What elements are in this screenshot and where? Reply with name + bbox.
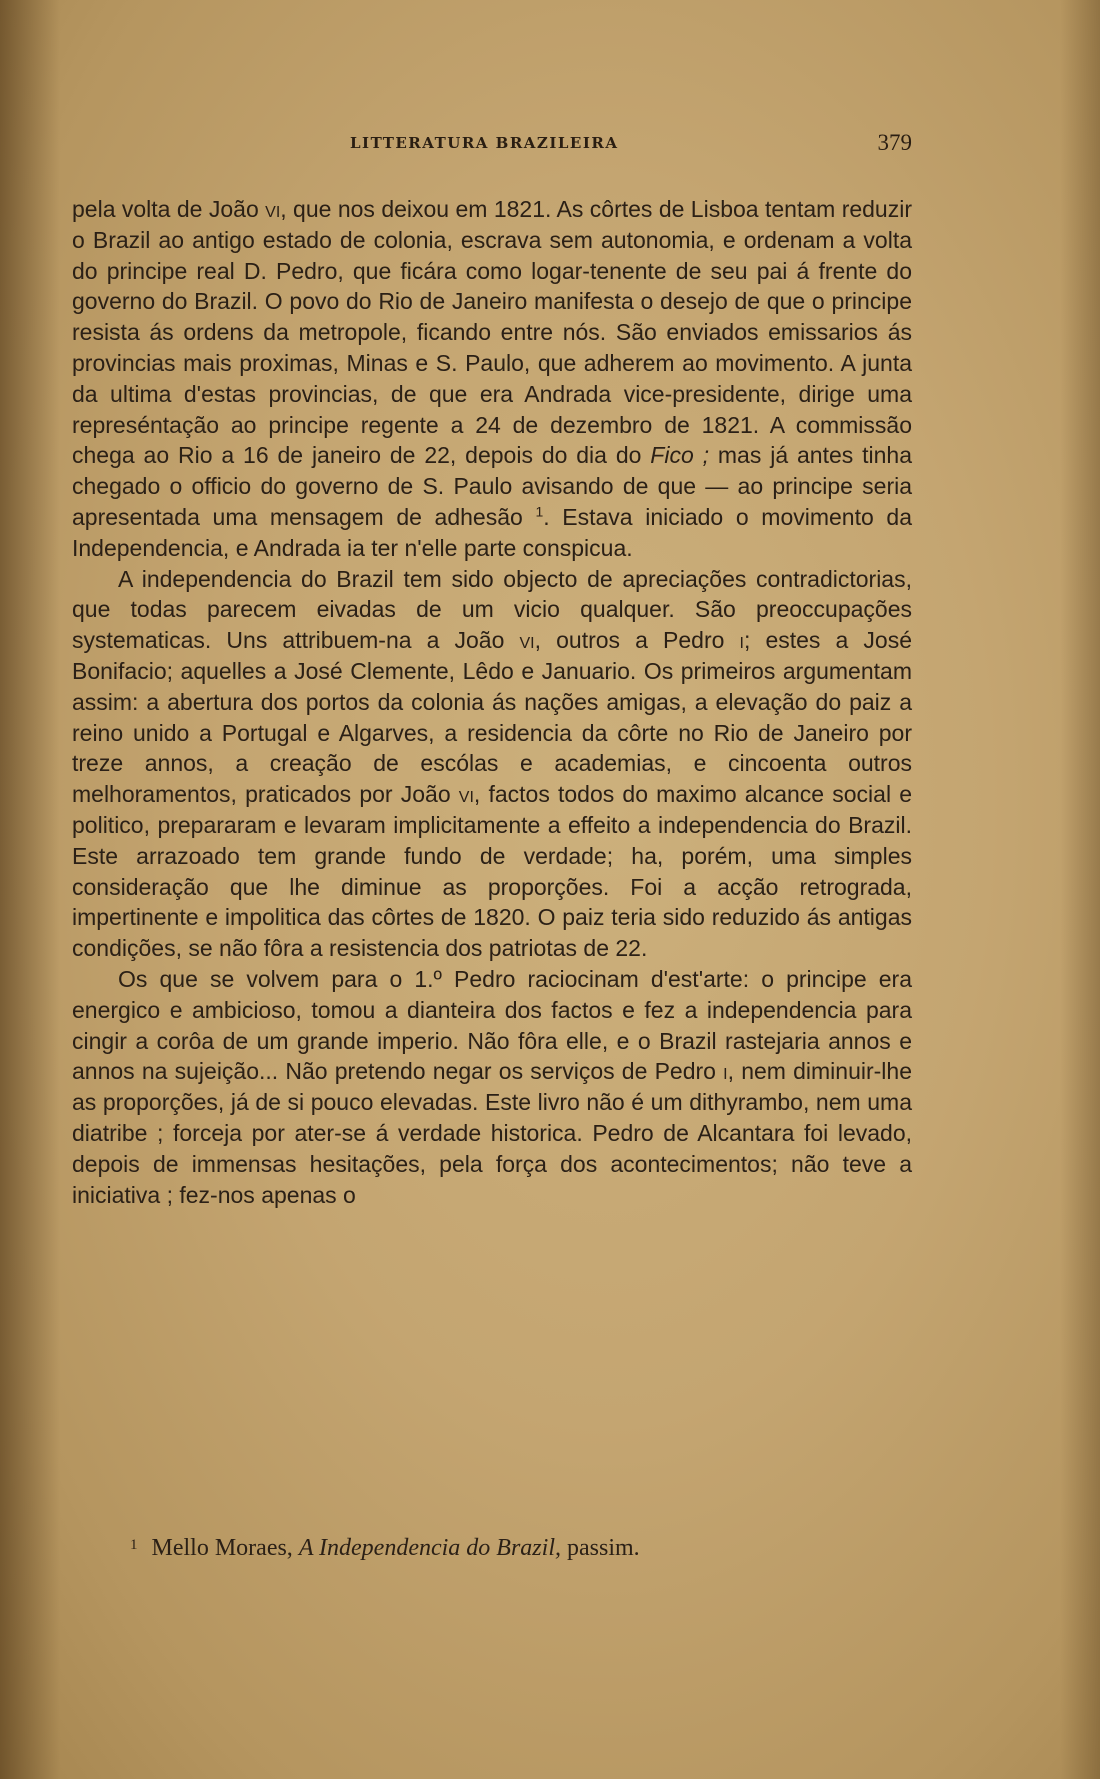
p2-text-b: , outros a Pedro bbox=[534, 627, 740, 654]
footnote bbox=[130, 1535, 910, 1562]
p3-text-b: , nem diminuir-lhe as proporções, já de si pouco elevadas. Este livro não é um dithyrambo, nem uma diatribe ; forceja por ater-se á verdade historica. Pedro de Alcantara foi levado, depois de immensas hesitações, pela força dos acontecimentos; não teve a iniciativa ; fez-nos apenas o bbox=[72, 1058, 913, 1208]
p3-text-a: Os que se volvem para o 1.º Pedro raciocinam d'est'arte: o principe era energico e ambicioso, tomou a dianteira dos factos e fez a independencia para cingir a corôa de um grande imperio. Não fôra elle, e o Brazil rastejaria annos e annos na sujeição... Não pretendo negar os serviços de Pedro bbox=[72, 965, 912, 1085]
p2-roman-numeral-3: vi bbox=[458, 781, 474, 808]
p1-italic-fico: Fico ; bbox=[650, 442, 710, 469]
p1-roman-numeral: vi bbox=[265, 196, 281, 222]
p1-text-c: mas já antes tinha chegado o officio do governo de S. Paulo avisando de que — ao principe seria apresentada uma mensagem de adhesão bbox=[72, 442, 912, 530]
running-head: LITTERATURA BRAZILEIRA bbox=[350, 134, 619, 152]
footnote-title: A Independencia do Brazil, bbox=[298, 1535, 561, 1561]
p2-text-c: ; estes a José Bonifacio; aquelles a José Clemente, Lêdo e Januario. Os primeiros argumentam assim: a abertura dos portos da colonia ás nações amigas, a elevação do paiz a reino unido a Portugal e Algarves, a residencia da côrte no Rio de Janeiro por treze annos, a creação de escólas e academias, e cincoenta outros melhoramentos, praticados por João bbox=[72, 627, 912, 808]
page-header bbox=[72, 130, 912, 160]
paragraph-1 bbox=[72, 194, 912, 564]
footnote-mark: 1 bbox=[130, 1537, 138, 1553]
p2-text-d: , factos todos do maximo alcance social e politico, prepararam e levaram implicitamente a effeito a independencia do Brazil. Este arrazoado tem grande fundo de verdade; ha, porém, uma simples consideração que lhe diminue as proporções. Foi a acção retrograda, impertinente e impolitica das côrtes de 1820. O paiz teria sido reduzido ás antigas condições, se não fôra a resistencia dos patriotas de 22. bbox=[72, 781, 912, 962]
p1-text-a: pela volta de João bbox=[72, 196, 266, 222]
page-number: 379 bbox=[877, 130, 912, 155]
p2-roman-numeral-2: i bbox=[739, 627, 744, 654]
body-text bbox=[72, 194, 912, 1210]
footnote-rest: passim. bbox=[560, 1535, 640, 1561]
paragraph-3 bbox=[72, 964, 912, 1210]
footnote-author: Mello Moraes, bbox=[151, 1535, 299, 1561]
p1-text-d: . Estava iniciado o movimento da Independencia, e Andrada ia ter n'elle parte conspicua. bbox=[72, 503, 912, 561]
p3-roman-numeral: i bbox=[723, 1058, 728, 1085]
footnote-reference: 1 bbox=[535, 503, 544, 520]
p2-text-a: A independencia do Brazil tem sido objecto de apreciações contradictorias, que todas parecem eivadas de um vicio qualquer. São preoccupações systematicas. Uns attribuem-na a João bbox=[72, 565, 912, 654]
p1-text-b: , que nos deixou em 1821. As côrtes de Lisboa tentam reduzir o Brazil ao antigo estado de colonia, escrava sem autonomia, e ordenam a volta do principe real D. Pedro, que ficára como logar-tenente de seu pai á frente do governo do Brazil. O povo do Rio de Janeiro manifesta o desejo de que o principe resista ás ordens da metropole, ficando entre nós. São enviados emissarios ás provincias mais proximas, Minas e S. Paulo, que adherem ao movimento. A junta da ultima d'estas provincias, de que era Andrada vice-presidente, dirige uma represéntação ao principe regente a 24 de dezembro de 1821. A commissão chega ao Rio a 16 de janeiro de 22, depois do dia do bbox=[72, 196, 912, 469]
p2-roman-numeral-1: vi bbox=[519, 627, 535, 654]
paragraph-2 bbox=[72, 564, 912, 964]
